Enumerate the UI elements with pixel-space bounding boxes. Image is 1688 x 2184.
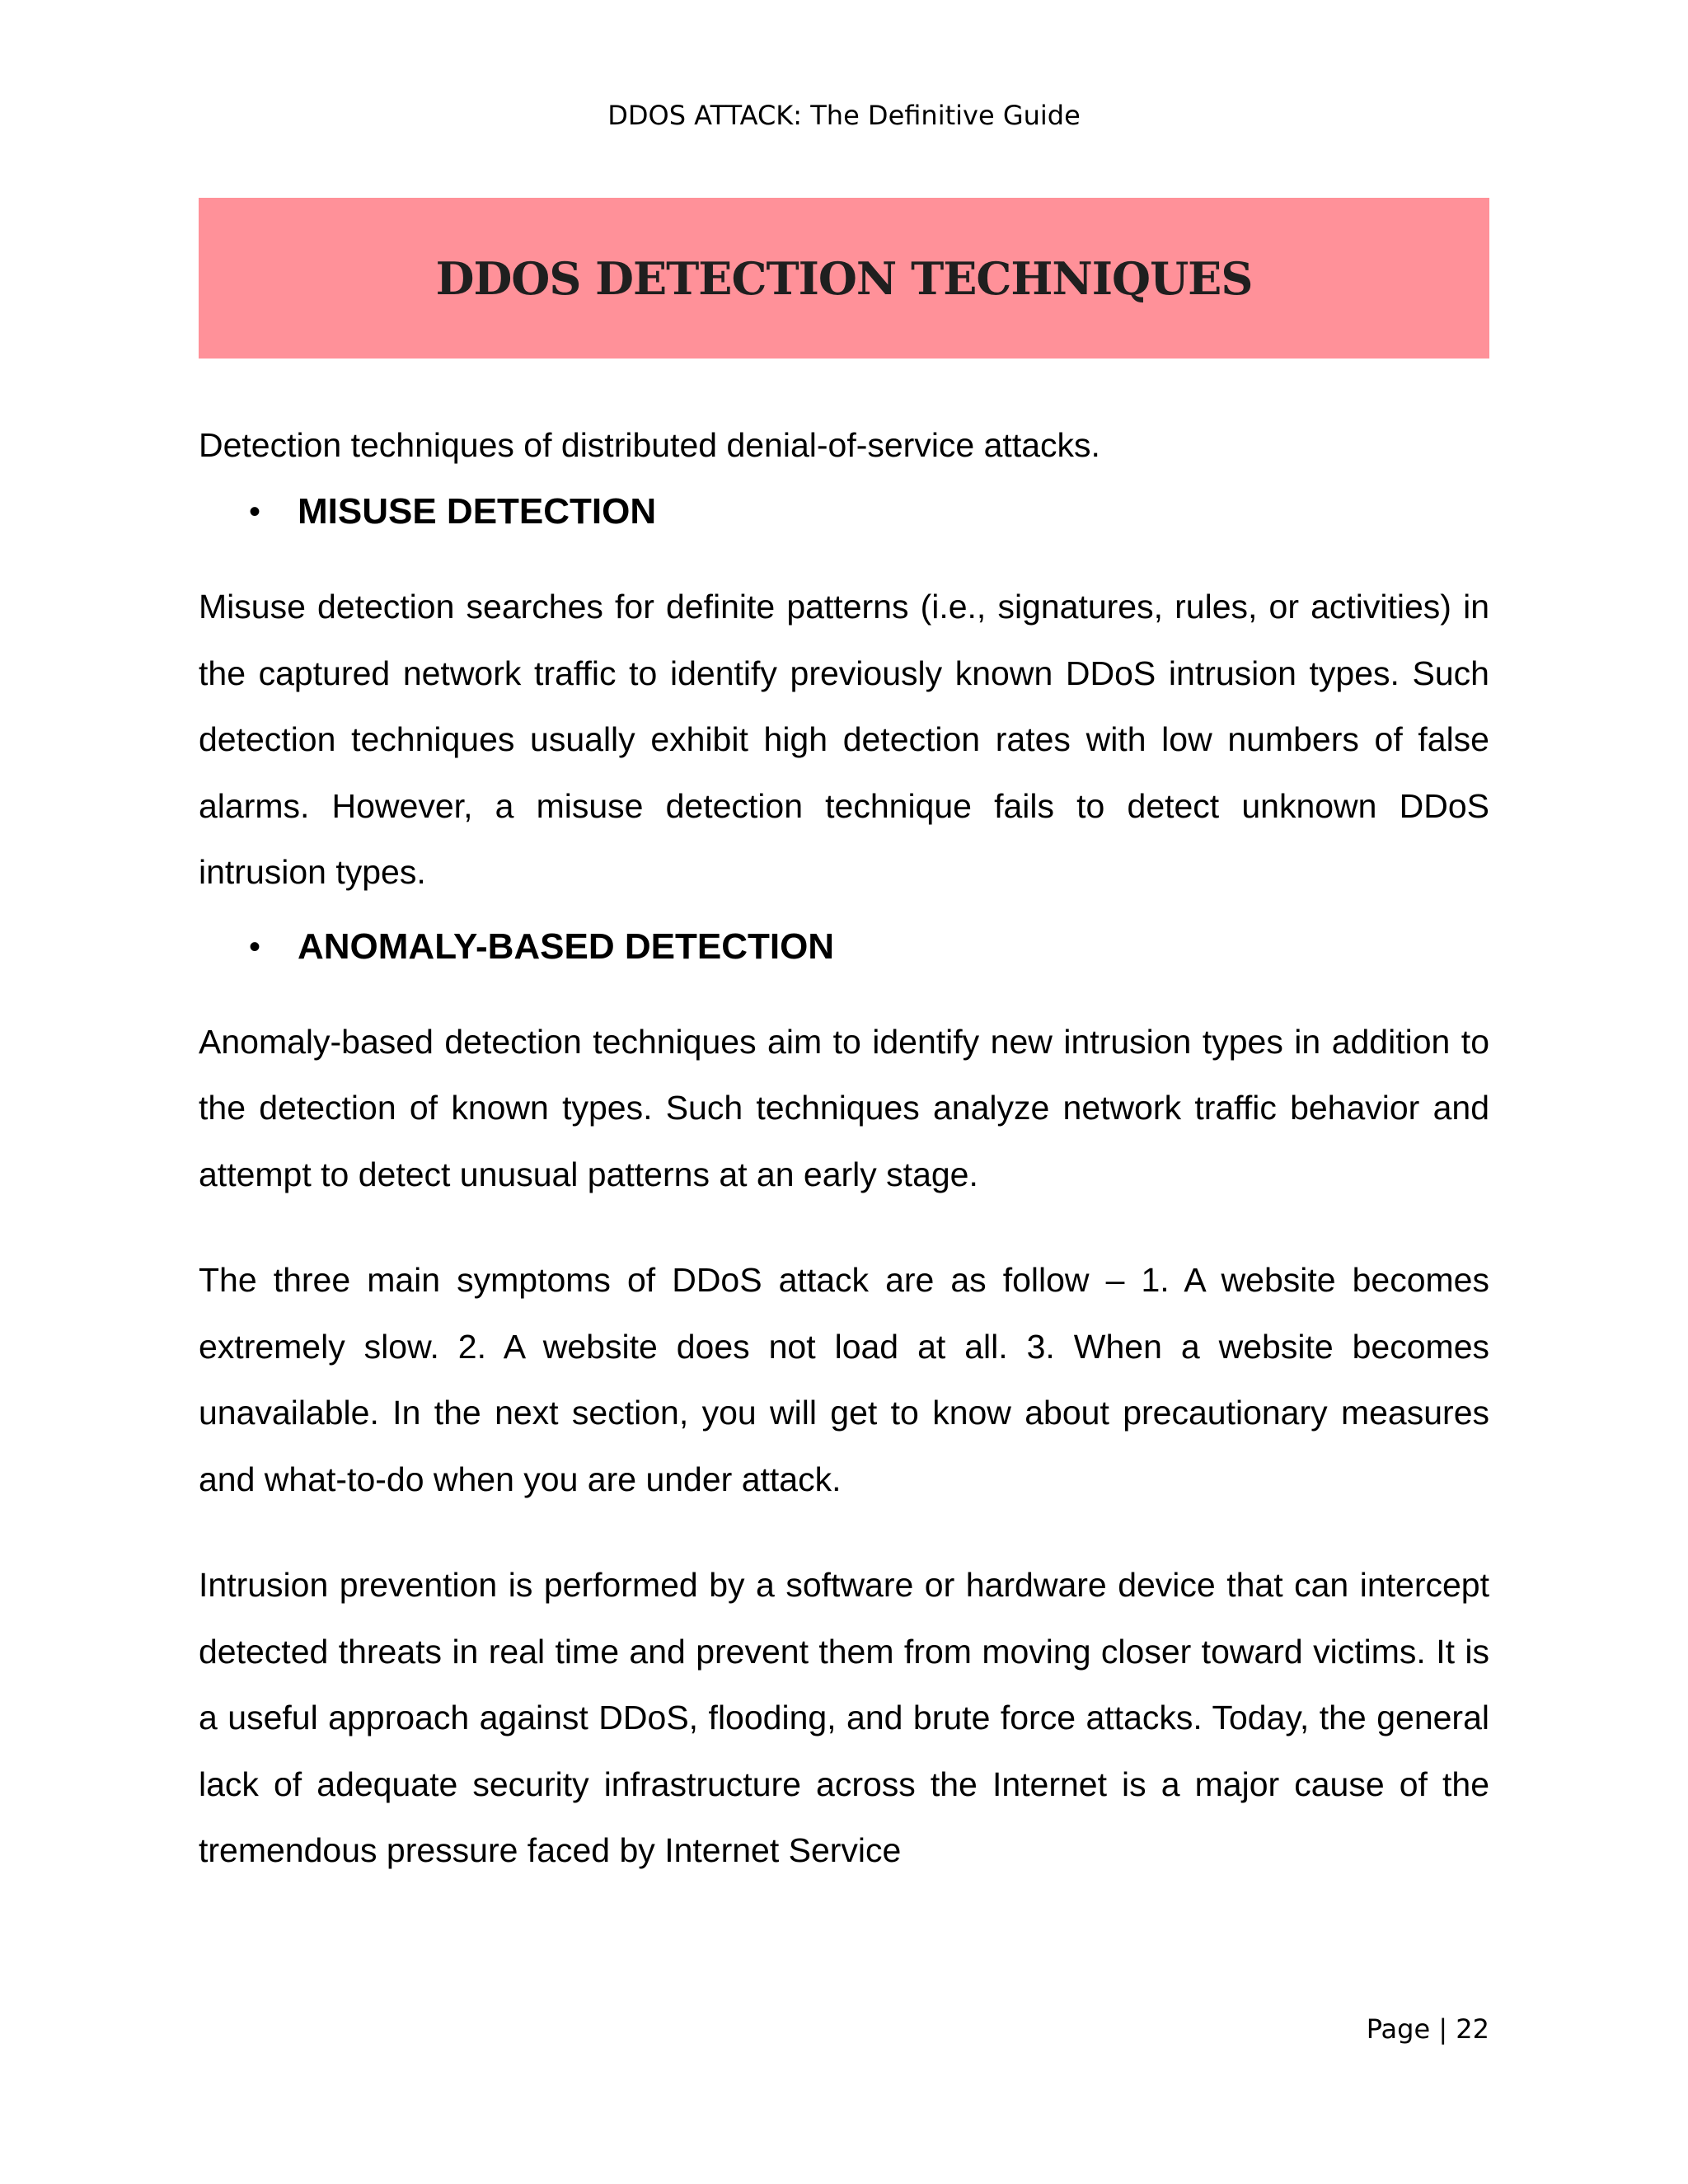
heading-anomaly-based-detection: ANOMALY-BASED DETECTION: [298, 926, 835, 967]
page-number: Page | 22: [1366, 2013, 1489, 2045]
heading-misuse-detection: MISUSE DETECTION: [298, 491, 657, 532]
paragraph-intrusion-prevention: Intrusion prevention is performed by a software or hardware device that can intercept detected threats in real time and prevent them from moving closer toward victims. It is a useful approach against DDoS, flooding, and brute force attacks. Today, the general lack of adequate security infrastructure across the Internet is a major cause of the tremendous pressure faced by Internet Service: [199, 1566, 1489, 1869]
bullet-icon: •: [249, 494, 261, 530]
bullet-icon: •: [249, 928, 261, 965]
intro-paragraph: Detection techniques of distributed denial-of-service attacks.: [199, 426, 1100, 464]
running-header: DDOS ATTACK: The Definitive Guide: [607, 100, 1081, 131]
bullet-heading-misuse: [199, 479, 1489, 545]
paragraph-anomaly-detection: Anomaly-based detection techniques aim to identify new intrusion types in addition to the detection of known types. Such techniques analyze network traffic behavior and attempt to detect unusual patterns at an early stage.: [199, 1022, 1489, 1193]
paragraph-misuse-detection: Misuse detection searches for definite patterns (i.e., signatures, rules, or activities) in the captured network traffic to identify previously known DDoS intrusion types. Such detection techniques usually exhibit high detection rates with low numbers of false alarms. However, a misuse detection technique fails to detect unknown DDoS intrusion types.: [199, 588, 1489, 891]
page-content: [199, 418, 1489, 1884]
section-banner: [199, 198, 1489, 359]
bullet-heading-anomaly: [199, 914, 1489, 980]
banner-title: DDOS DETECTION TECHNIQUES: [435, 251, 1253, 305]
paragraph-symptoms: The three main symptoms of DDoS attack are as follow – 1. A website becomes extremely slow. 2. A website does not load at all. 3. When a website becomes unavailable. In the next section, you will get to know about precautionary measures and what-to-do when you are under attack.: [199, 1261, 1489, 1498]
